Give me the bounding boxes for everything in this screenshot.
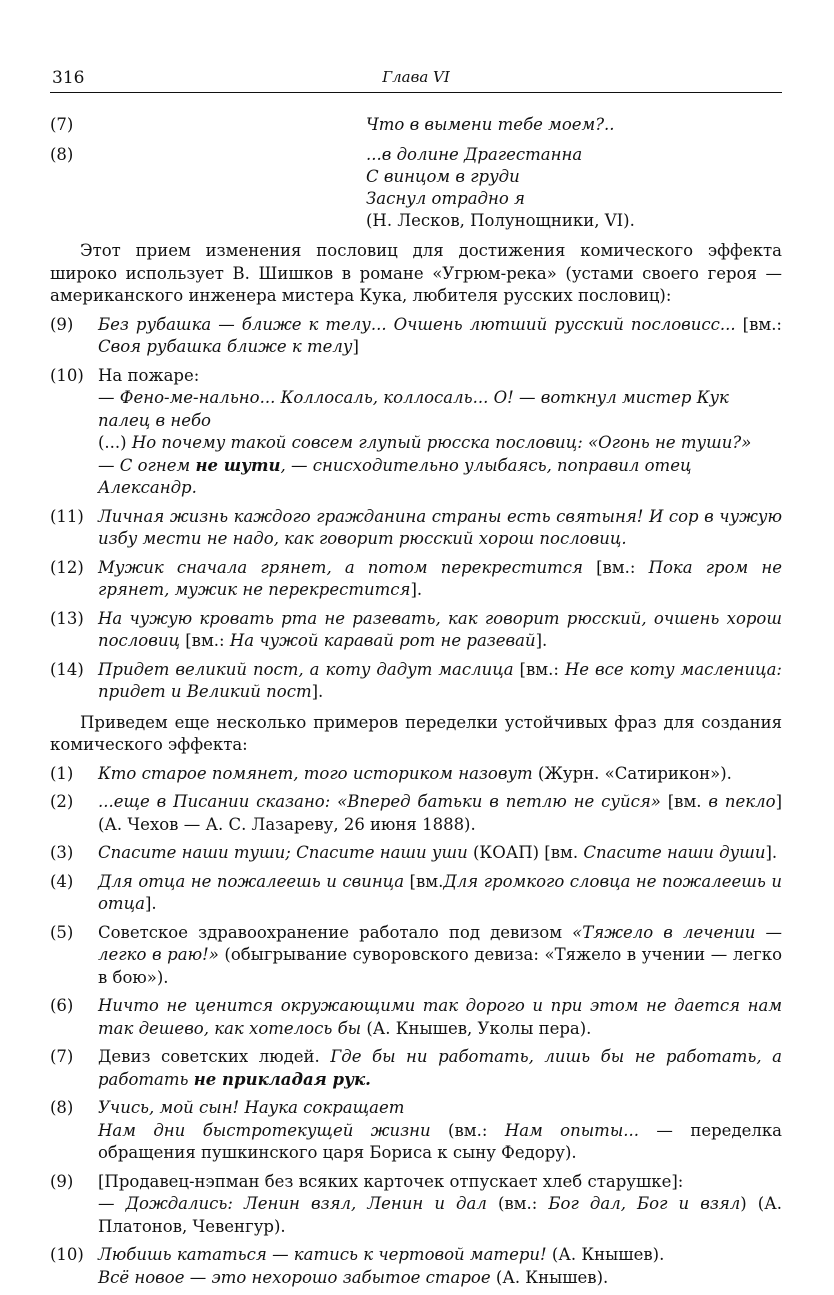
example-text: Кто старое помянет, того историком назовут xyxy=(98,763,533,783)
example-text: (...) xyxy=(98,433,127,452)
page-number: 316 xyxy=(52,68,85,88)
example-text: не прикладая рук. xyxy=(193,1069,371,1089)
example-number: (5) xyxy=(50,922,74,942)
example-text: [вм.: xyxy=(582,557,649,577)
poem-line: ...в долине Драгестанна xyxy=(366,145,583,164)
example-text: ) (А. Платонов, Чевенгур). xyxy=(98,1194,782,1236)
example-text: , — снисходительно улыбаясь, поправил отец Александр. xyxy=(98,455,692,497)
paragraph: Этот прием изменения пословиц для достижения комического эффекта широко использует В. Шишков в романе «Угрюм-река» (устами своего героя — американского инженера мистера Кука, любителя русских пословиц): xyxy=(50,241,782,305)
example-text: (обыгрывание суворовского девиза: «Тяжело в учении — легко в бою»). xyxy=(98,945,782,987)
example-text: (вм.: xyxy=(486,1194,549,1213)
example-text: [вм. xyxy=(660,792,709,811)
example-text: ]. xyxy=(410,580,423,599)
page-header xyxy=(50,66,782,93)
running-title: Глава VI xyxy=(382,68,450,86)
example-text: [вм.: xyxy=(513,659,565,679)
example-text: (А. Кнышев). xyxy=(546,1245,665,1264)
example-text: Учись, мой сын! Наука сокращает xyxy=(98,1098,405,1117)
example-number: (4) xyxy=(50,871,74,891)
example-text: не шути xyxy=(195,455,281,475)
example-number: (7) xyxy=(50,1047,74,1066)
example-text: Советское здравоохранение работало под девизом xyxy=(98,922,573,942)
poem-example-7 xyxy=(50,114,782,136)
example-text: Всё новое — это нехорошо забытое старое xyxy=(98,1267,491,1287)
paragraph: Приведем еще несколько примеров переделки устойчивых фраз для создания комического эффекта: xyxy=(50,712,782,754)
example-text: Где бы ни работать, лишь бы не работать, а работать xyxy=(98,1047,782,1089)
example-text: Не все коту масленица: придет и Великий пост xyxy=(98,659,782,701)
example-text: — С огнем xyxy=(98,455,196,475)
example-text: Пока гром не грянет, мужик не перекрестится xyxy=(98,557,782,599)
poem-line: Что в вымени тебе моем?.. xyxy=(366,115,615,134)
example-b8 xyxy=(50,1097,782,1165)
poem-line: Заснул отрадно я xyxy=(366,189,525,208)
example-10 xyxy=(50,365,782,500)
example-number: (14) xyxy=(50,659,84,679)
example-text: [вм. xyxy=(404,871,444,891)
example-b9 xyxy=(50,1171,782,1239)
example-number: (12) xyxy=(50,557,84,577)
example-text: Бог дал, Бог и взял xyxy=(548,1194,741,1213)
example-text: — переделка обращения пушкинского царя Бориса к сыну Федору). xyxy=(98,1120,783,1162)
example-text: — Дождались: Ленин взял, Ленин и дал xyxy=(98,1194,487,1213)
example-text: Личная жизнь каждого гражданина страны есть святыня! И сор в чужую избу мести не надо, как говорит рюсский хорош пословиц. xyxy=(98,506,782,548)
example-b6 xyxy=(50,995,782,1040)
example-number: (11) xyxy=(50,506,84,526)
example-b10 xyxy=(50,1244,782,1289)
example-text: Нам дни быстротекущей жизни xyxy=(98,1120,431,1140)
example-text: На чужую кровать рта не разевать, как говорит рюсский, очшень хорош пословиц xyxy=(98,608,782,650)
example-number: (9) xyxy=(50,314,74,334)
example-b3 xyxy=(50,842,782,865)
example-b5 xyxy=(50,922,782,990)
example-number: (13) xyxy=(50,608,84,628)
example-number: (10) xyxy=(50,365,84,385)
example-text: Нам опыты... xyxy=(504,1120,640,1140)
example-text: «Тяжело в лечении — легко в раю!» xyxy=(98,922,782,964)
example-text: [вм.: xyxy=(735,314,782,334)
example-text: Своя рубашка ближе к телу xyxy=(98,337,353,356)
example-number: (8) xyxy=(50,1098,74,1117)
example-b4 xyxy=(50,871,782,916)
page-body xyxy=(50,114,782,1295)
example-text: ...еще в Писании сказано: «Вперед батьки в петлю не суйся» xyxy=(98,792,661,811)
example-text: ] xyxy=(352,337,359,356)
example-number: (1) xyxy=(50,763,74,783)
example-b7 xyxy=(50,1046,782,1091)
example-number: (3) xyxy=(50,843,74,862)
example-number: (6) xyxy=(50,996,74,1015)
example-text: — Фено-ме-нально... Коллосаль, коллосаль... О! — воткнул мистер Кук палец в небо xyxy=(98,388,729,430)
example-text: Но почему такой совсем глупый рюсска пословиц: «Огонь не туши?» xyxy=(126,433,752,452)
example-number: (8) xyxy=(50,145,74,164)
example-text: (КОАП) [вм. xyxy=(467,843,584,862)
example-text: в пекло xyxy=(708,792,776,811)
example-text: Спасите наши туши; Спасите наши уши xyxy=(98,843,468,862)
example-number: (10) xyxy=(50,1245,84,1264)
example-text: На пожаре: xyxy=(98,365,200,385)
poem-line: С винцом в груди xyxy=(366,167,520,186)
example-text: (вм.: xyxy=(430,1120,505,1140)
example-text: [вм.: xyxy=(179,631,230,650)
example-text: (А. Кнышев, Уколы пера). xyxy=(361,1018,592,1038)
example-text: ]. xyxy=(144,894,157,913)
example-text: Для отца не пожалеешь и свинца xyxy=(98,871,405,891)
example-number: (7) xyxy=(50,115,74,134)
example-text: ]. xyxy=(311,682,324,701)
poem-source: (Н. Лесков, Полунощники, VI). xyxy=(366,211,635,230)
example-number: (2) xyxy=(50,792,74,811)
example-text: Мужик сначала грянет, а потом перекрестится xyxy=(98,557,583,577)
example-text: ]. xyxy=(765,843,778,862)
example-text: Любишь кататься — катись к чертовой матери! xyxy=(98,1245,547,1264)
example-b2 xyxy=(50,791,782,836)
example-14 xyxy=(50,659,782,704)
example-text: Для громкого словца не пожалеешь и отца xyxy=(98,871,782,913)
poem-example-8 xyxy=(50,144,782,232)
example-text: Спасите наши души xyxy=(583,843,766,862)
example-text: ]. xyxy=(535,631,548,650)
example-text: ] (А. Чехов — А. С. Лазареву, 26 июня 1888). xyxy=(98,792,782,834)
example-text: Девиз советских людей. xyxy=(98,1047,331,1066)
example-text: Ничто не ценится окружающими так дорого и при этом не дается нам так дешево, как хотелось бы xyxy=(98,996,782,1038)
example-text: На чужой каравай рот не разевай xyxy=(229,631,536,650)
example-text: Придет великий пост, а коту дадут маслица xyxy=(98,659,514,679)
example-text: (А. Кнышев). xyxy=(490,1267,609,1287)
example-9 xyxy=(50,314,782,359)
example-number: (9) xyxy=(50,1171,74,1191)
example-11 xyxy=(50,506,782,551)
example-text: Без рубашка — ближе к телу... Очшень лютший русский пословисс... xyxy=(98,314,736,334)
example-13 xyxy=(50,608,782,653)
example-text: [Продавец-нэпман без всяких карточек отпускает хлеб старушке]: xyxy=(98,1171,684,1191)
example-12 xyxy=(50,557,782,602)
example-text: (Журн. «Сатирикон»). xyxy=(532,763,732,783)
example-b1 xyxy=(50,763,782,786)
